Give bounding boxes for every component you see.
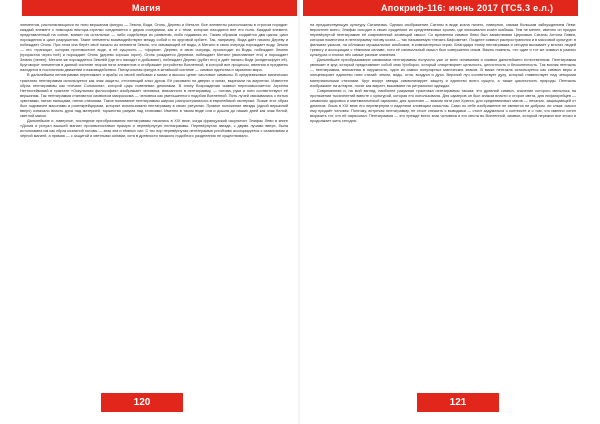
header-notch <box>0 0 22 16</box>
section-title: Магия <box>132 3 161 13</box>
left-article-text <box>20 23 288 139</box>
paragraph: Дальнейшие и, наверное, последние преобразования пентаграммы начались в XIX веке, когда французский оккультист Элифас Леви в книге «Догма и ритуал высшей магии» противопоставил прямую и перевёрнутую пентаграммы. Перевёрнутая звезда, с двумя лучами вверх, была истолкована им как образ козлиной головы — знак зла и тёмных сил. С тех пор перевёрнутая пентаграмма устойчиво ассоциируется с сатанизмом и чёрной магией, а прямая — с защитой и светлыми силами, хотя в древности никакого подобного разделения не существовало. <box>20 118 288 139</box>
paragraph: на предшествующую культуру Сатанизма. Однако изображение Сатаны в виде козла ничего, наверное, самым большим заблуждением Леви: вероятнее всего, Элифас исходил в своих суждениях из средневековых хроник, где описывался козёл шабаша. Тем не менее, именно он придал перевёрнутой пентаграмме её современный зловещий смысл. Со временем символ Леви был заимствован Церковью Сатаны Антона Лавея, которая поместила в пентаграмму голову козла — так называемую «печать Бафомета». Позднее символ распространился и в массовой культуре: в фильмах ужасов, на обложках музыкальных альбомов, в компьютерных играх. Благодаря этому пентаграмма и сегодня вызывает у многих людей тревогу и ассоциации с тёмными силами, хотя её изначальный смысл был совершенно иным. Важно помнить, что один и тот же символ в разных культурах и эпохах нёс самые разные значения. <box>310 23 576 58</box>
page-number: 120 <box>133 397 151 408</box>
header-notch <box>578 0 600 16</box>
right-header-bar <box>303 0 600 16</box>
issue-title: Апокриф-116: июнь 2017 (ТС5.3 е.л.) <box>381 3 554 13</box>
paragraph: элементов, располагающихся по пяти вершинам фигуры — Земля, Вода, Огонь, Дерево и Металл. Все элементы расположены в строгом порядке: каждый элемент с помощью вектора-стрелки соединяется с двумя соседними, как и с теми, которые находятся вне его поля. Каждый элемент, представленный на схеме, влияет на остальные — либо содействуя их развитию, либо подавляя их. Таким образом создаётся два цикла: цикл порождения и цикл разрушения. Такие элементы взаимодействуют между собой и по круговой орбите. Так, например, Вода даёт начало Дереву и побеждает Огонь. При этом она берёт своё начало из элемента Земля, что омывающей её воды, а Металл в свою очередь порождает воду. Земля — это «граница», которая противостоит воде, а её сущность — «форма». Дерево, в свою очередь, происходит из Воды, побеждает Землю (прорастая через неё) и порождает Огонь (дерево хорошо горит). Огонь рождается Деревом, побеждает Металл (выплавляет его) и порождает Землю (пепел). Металл же порождается Землёй (где его находят и добывают), побеждает Дерево (рубит его) и даёт начало Воде (конденсирует её). Круговорот элементов в данной системе теории пяти элементов и отображает устройство Вселенной, в которой все процессы, явления и предметы находятся в постоянном движении и взаимодействии. Пятиугольная фигура в китайской системе — символ единства и гармонии мира. <box>20 23 288 73</box>
left-header-bar <box>0 0 297 16</box>
left-page-number-bar <box>101 393 183 412</box>
right-page-number-bar <box>417 393 499 412</box>
right-article-text <box>310 23 576 124</box>
paragraph: Дальнейшее преобразование символики пентаграммы получило уже от всех понимания и символ дальнейшего естественным. Пентаграмма увлекает в круг, который представляет собой знак Уроборос, который олицетворяет цельность, целостность и бесконечность. Так возник пентакль — пентаграмма, вписанная в окружность, один из самых популярных магических знаков. В викке пентакль используется как символ веры и олицетворяет единство пяти стихий: земли, воды, огня, воздуха и духа. Верхний луч соответствует духу, который главенствует над четырьмя материальными стихиями. Круг вокруг звезды символизирует защиту и единство всего сущего, а также цикличность природы. Пентакль изображают на алтарях, носят как амулет, вышивают на ритуальных одеждах. <box>310 58 576 88</box>
page-number: 121 <box>449 397 467 408</box>
paragraph: В дальнейшем пентаграмма перенимает и арабы со своей любовью к магии и высоко ценят числовые символы. В средневековых магических трактатах пентаграмма используется как знак защиты, отгоняющий злых духов. Её рисовали на дверях и окнах, вырезали на амулетах. Известен образ пентаграммы как «печати Соломона», которой царь повелевал демонами. В эпоху Возрождения символ переосмысляется: Агриппа Неттесгеймский в трактате «Оккультная философия» изображает человека, вписанного в пентаграмму, — голова, руки и ноги соответствуют её вершинам. Так пентаграмма становится символом микрокосма — человека как уменьшенного подобия Вселенной. Пять лучей связывались с пятью чувствами, пятью пальцами, пятью стихиями. Такое понимание пентаграммы широко распространилось в европейской эзотерике. Позже этот образ был подхвачен масонами и розенкрейцерами, которые использовали пентаграмму в своих ритуалах. Прямое положение звезды (одной вершиной вверх) означало власть духа над материей, торжество разума над стихиями. Именно в таком виде она и дошла до наших дней как знак белой, светлой магии. <box>20 73 288 118</box>
paragraph: Современная и, на мой взгляд, наиболее разумная трактовка пентаграммы такова: это древний символ, значение которого менялось на протяжении тысячелетий вместе с культурой, которая его использовала. Для шумеров он был знаком власти и сторон света, для пифагорейцев — символом здоровья и математической гармонии, для христиан — знаком пяти ран Христа, для средневековых магов — печатью, защищающей от демонов. Лишь в XIX веке его перевернули и наделили зловещим смыслом. Само по себе изображение не является ни добрым, ни злым: смысл ему придаёт человек. Поэтому, встречая пентаграмму, не стоит спешить с выводами — стоит задуматься о контексте и о том, что именно хотел выразить тот, кто её нарисовал. Пентаграмма — это прежде всего знак человека и его места во Вселенной, символ, который пережил все эпохи и продолжает жить сегодня. <box>310 88 576 123</box>
right-page <box>300 0 600 424</box>
